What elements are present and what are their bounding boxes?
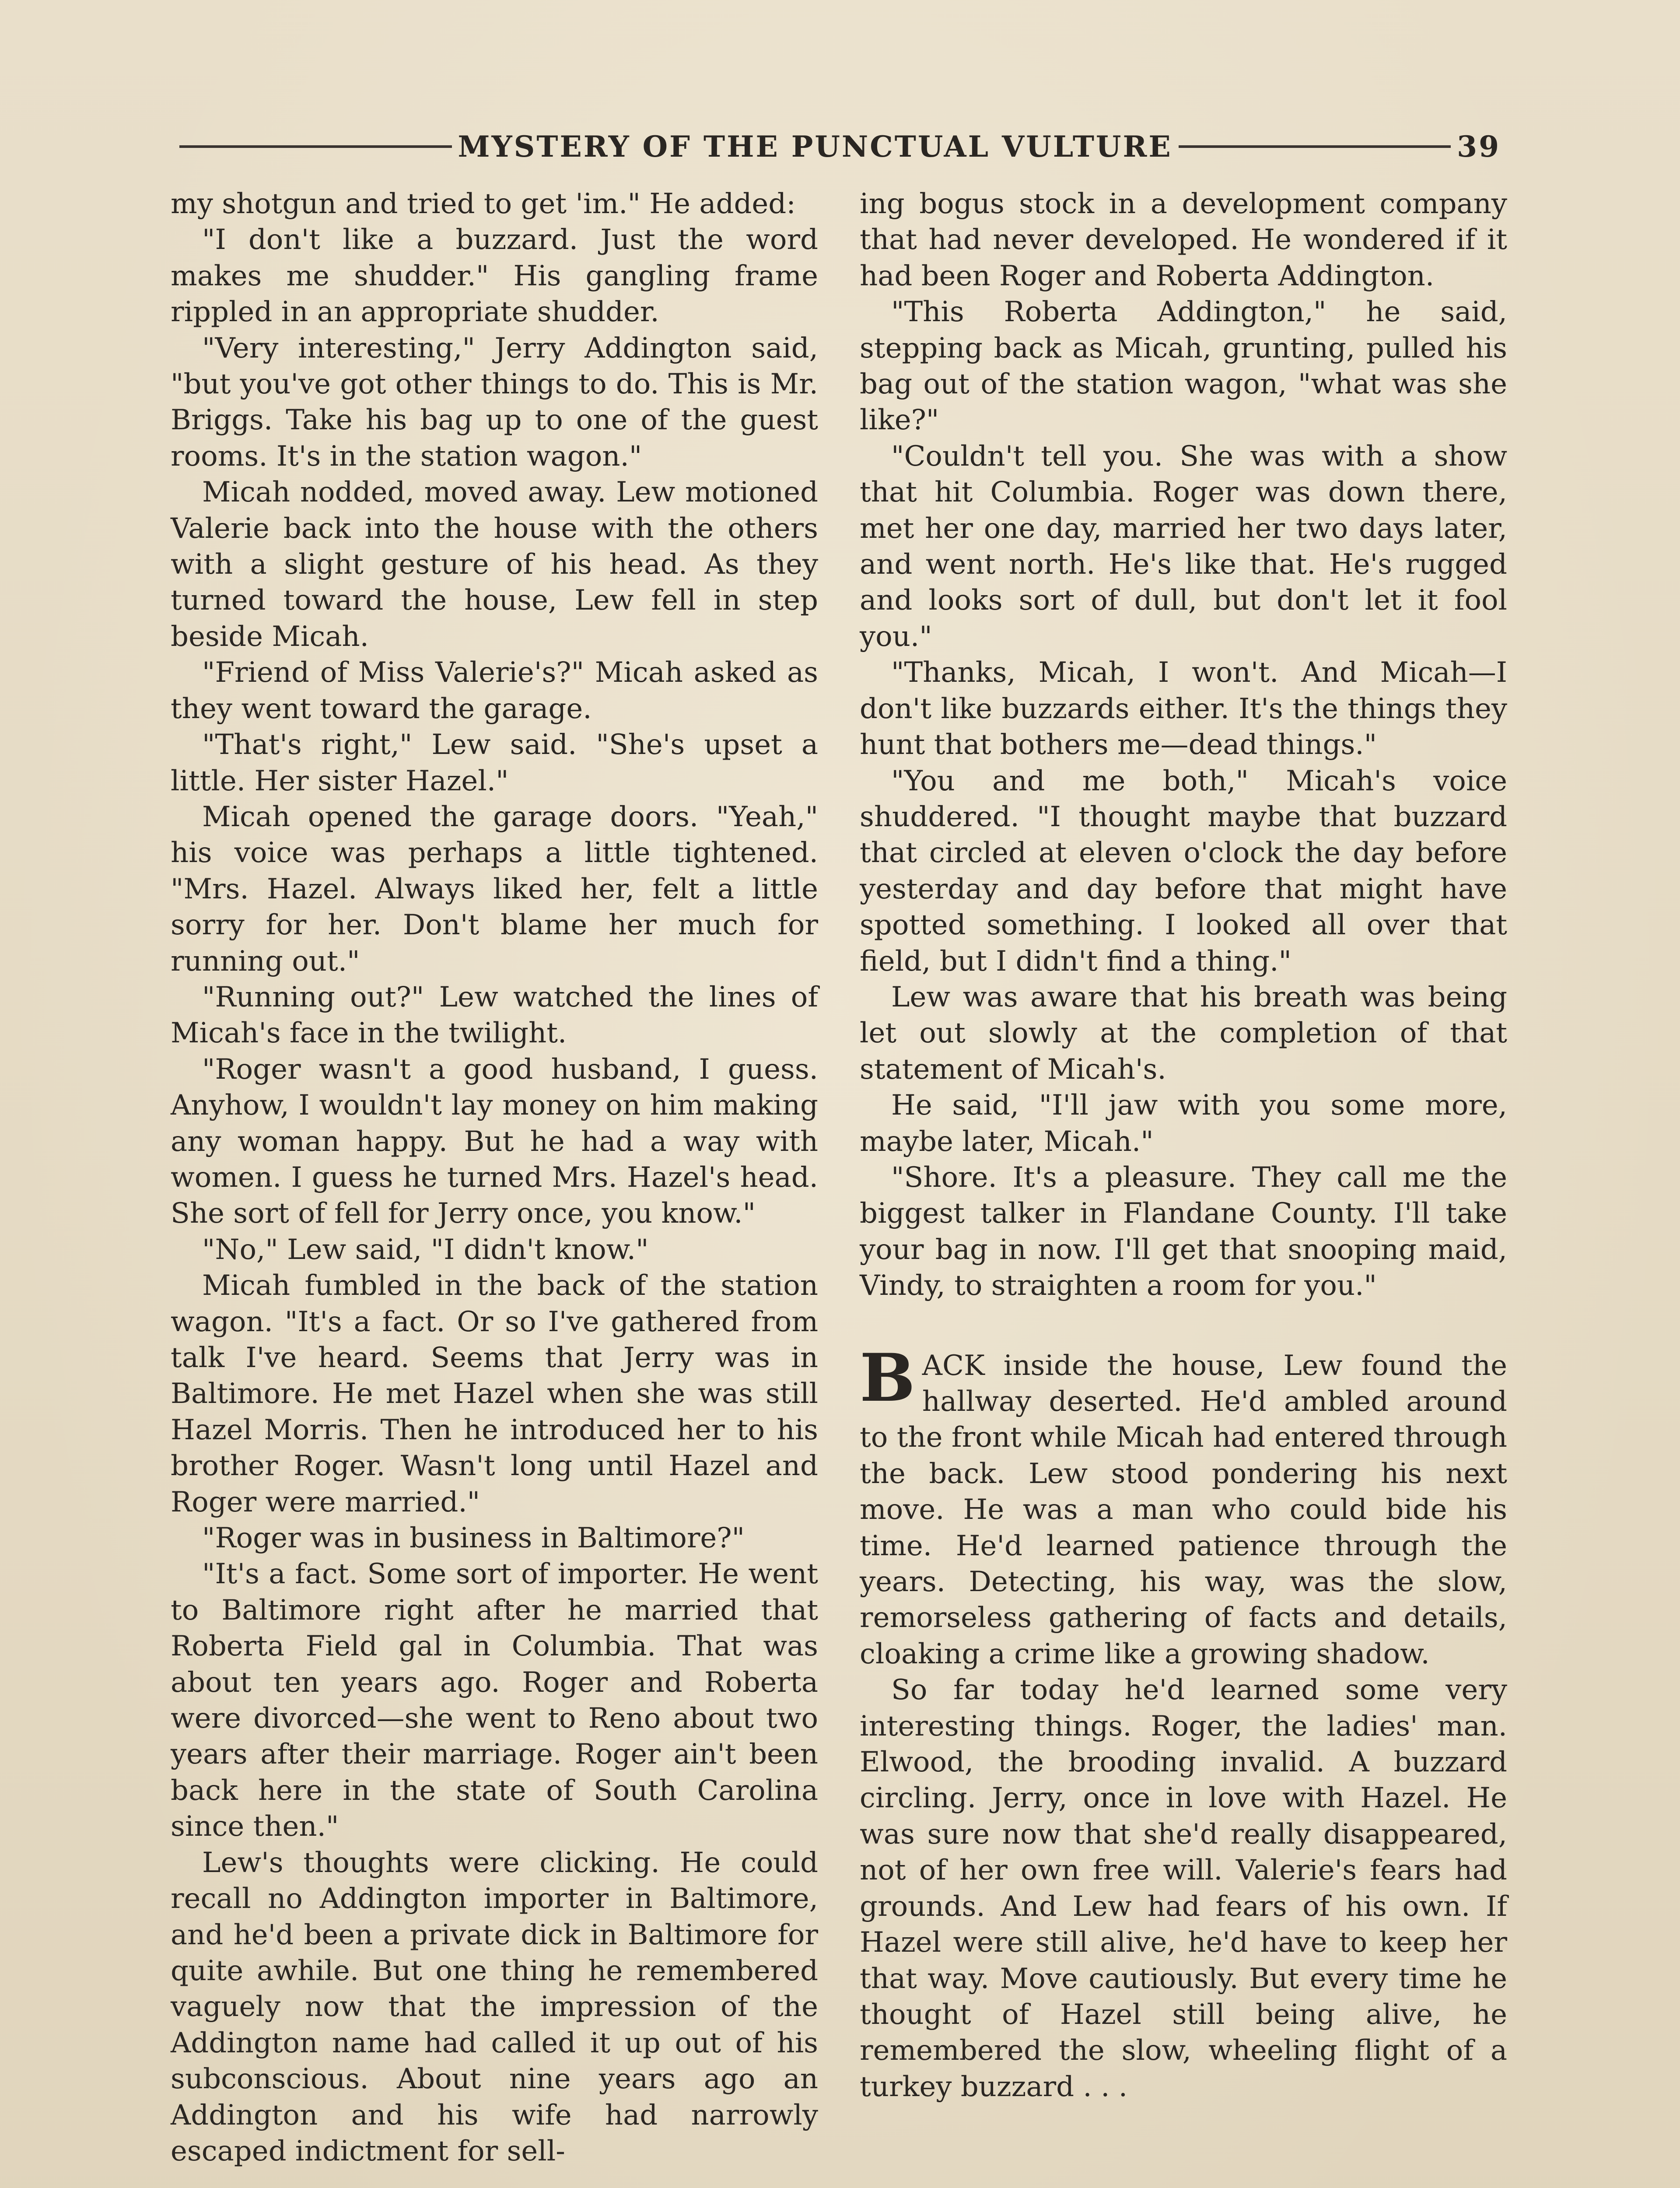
left-column [171, 186, 818, 2169]
paragraph: ing bogus stock in a development company that had never developed. He wondered if it had been Roger and Roberta Addington. [860, 188, 1507, 292]
paragraph: Micah opened the garage doors. "Yeah," his voice was perhaps a little tightened. "Mrs. Hazel. Always liked her, felt a little sorry for her. Don't blame her much for running out." [171, 800, 818, 978]
header-rule-left [179, 145, 452, 148]
header-rule-right [1179, 145, 1451, 148]
paragraph: "Friend of Miss Valerie's?" Micah asked as they went toward the garage. [171, 656, 818, 725]
paragraph: "Running out?" Lew watched the lines of Micah's face in the twilight. [171, 981, 818, 1050]
header-title: MYSTERY OF THE PUNCTUAL VULTURE [458, 130, 1172, 164]
page-number: 39 [1457, 130, 1501, 164]
paragraph: Lew's thoughts were clicking. He could recall no Addington importer in Baltimore, and he'd been a private dick in Baltimore for quite awhile. But one thing he remembered vaguely now that the impression of the Addington name had called it up out of his subconscious. About nine years ago an Addington and his wife had narrowly escaped indictment for sell- [171, 1846, 818, 2167]
paragraph: "It's a fact. Some sort of importer. He went to Baltimore right after he married that Roberta Field gal in Columbia. That was about ten years ago. Roger and Roberta were divorced—she went to Reno about two years after their marriage. Roger ain't been back here in the state of South Carolina since then." [171, 1558, 818, 1843]
paragraph: Lew was aware that his breath was being let out slowly at the completion of that statement of Micah's. [860, 981, 1507, 1086]
paragraph: So far today he'd learned some very interesting things. Roger, the ladies' man. Elwood, the brooding invalid. A buzzard circling. Jerry, once in love with Hazel. He was sure now that she'd really disappeared, not of her own free will. Valerie's fears had grounds. And Lew had fears of his own. If Hazel were still alive, he'd have to keep her that way. Move cautiously. But every time he thought of Hazel still being alive, he remembered the slow, wheeling flight of a turkey buzzard . . . [860, 1674, 1507, 2103]
right-column [860, 186, 1507, 2105]
paragraph: "Thanks, Micah, I won't. And Micah—I don't like buzzards either. It's the things they hunt that bothers me—dead things." [860, 656, 1507, 761]
paragraph: my shotgun and tried to get 'im." He added: [171, 188, 796, 220]
paragraph: "Shore. It's a pleasure. They call me the biggest talker in Flandane County. I'll take your bag in now. I'll get that snooping maid, Vindy, to straighten a room for you." [860, 1161, 1507, 1302]
section-opening-text: ACK inside the house, Lew found the hallway deserted. He'd ambled around to the front while Micah had entered through the back. Lew stood pondering his next move. He was a man who could bide his time. He'd learned patience through the years. Detecting, his way, was the slow, remorseless gathering of facts and details, cloaking a crime like a growing shadow. [860, 1349, 1507, 1670]
running-header [179, 127, 1501, 166]
paragraph: "Couldn't tell you. She was with a show that hit Columbia. Roger was down there, met her one day, married her two days later, and went north. He's like that. He's rugged and looks sort of dull, but don't let it fool you." [860, 440, 1507, 653]
paragraph: "This Roberta Addington," he said, stepping back as Micah, grunting, pulled his bag out of the station wagon, "what was she like?" [860, 296, 1507, 437]
paragraph: Micah nodded, moved away. Lew motioned Valerie back into the house with the others with a slight gesture of his head. As they turned toward the house, Lew fell in step beside Micah. [171, 476, 818, 653]
paragraph: "Very interesting," Jerry Addington said, "but you've got other things to do. This is Mr. Briggs. Take his bag up to one of the guest rooms. It's in the station wagon." [171, 332, 818, 473]
section-opening-paragraph [860, 1339, 1507, 1673]
paragraph: "I don't like a buzzard. Just the word makes me shudder." His gangling frame rippled in an appropriate shudder. [171, 224, 818, 329]
paragraph: "That's right," Lew said. "She's upset a little. Her sister Hazel." [171, 729, 818, 797]
paragraph: Micah fumbled in the back of the station wagon. "It's a fact. Or so I've gathered from talk I've heard. Seems that Jerry was in Baltimore. He met Hazel when she was still Hazel Morris. Then he introduced her to his brother Roger. Wasn't long until Hazel and Roger were married." [171, 1269, 818, 1518]
paragraph: "Roger was in business in Baltimore?" [202, 1522, 745, 1555]
paragraph: He said, "I'll jaw with you some more, maybe later, Micah." [860, 1089, 1507, 1158]
paragraph: "No," Lew said, "I didn't know." [202, 1233, 649, 1266]
drop-cap: B [860, 1339, 915, 1417]
paragraph: "You and me both," Micah's voice shuddered. "I thought maybe that buzzard that circled at eleven o'clock the day before yesterday and day before that might have spotted something. I looked all over that field, but I didn't find a thing." [860, 764, 1507, 978]
paragraph: "Roger wasn't a good husband, I guess. Anyhow, I wouldn't lay money on him making any woman happy. But he had a way with women. I guess he turned Mrs. Hazel's head. She sort of fell for Jerry once, you know." [171, 1053, 818, 1230]
